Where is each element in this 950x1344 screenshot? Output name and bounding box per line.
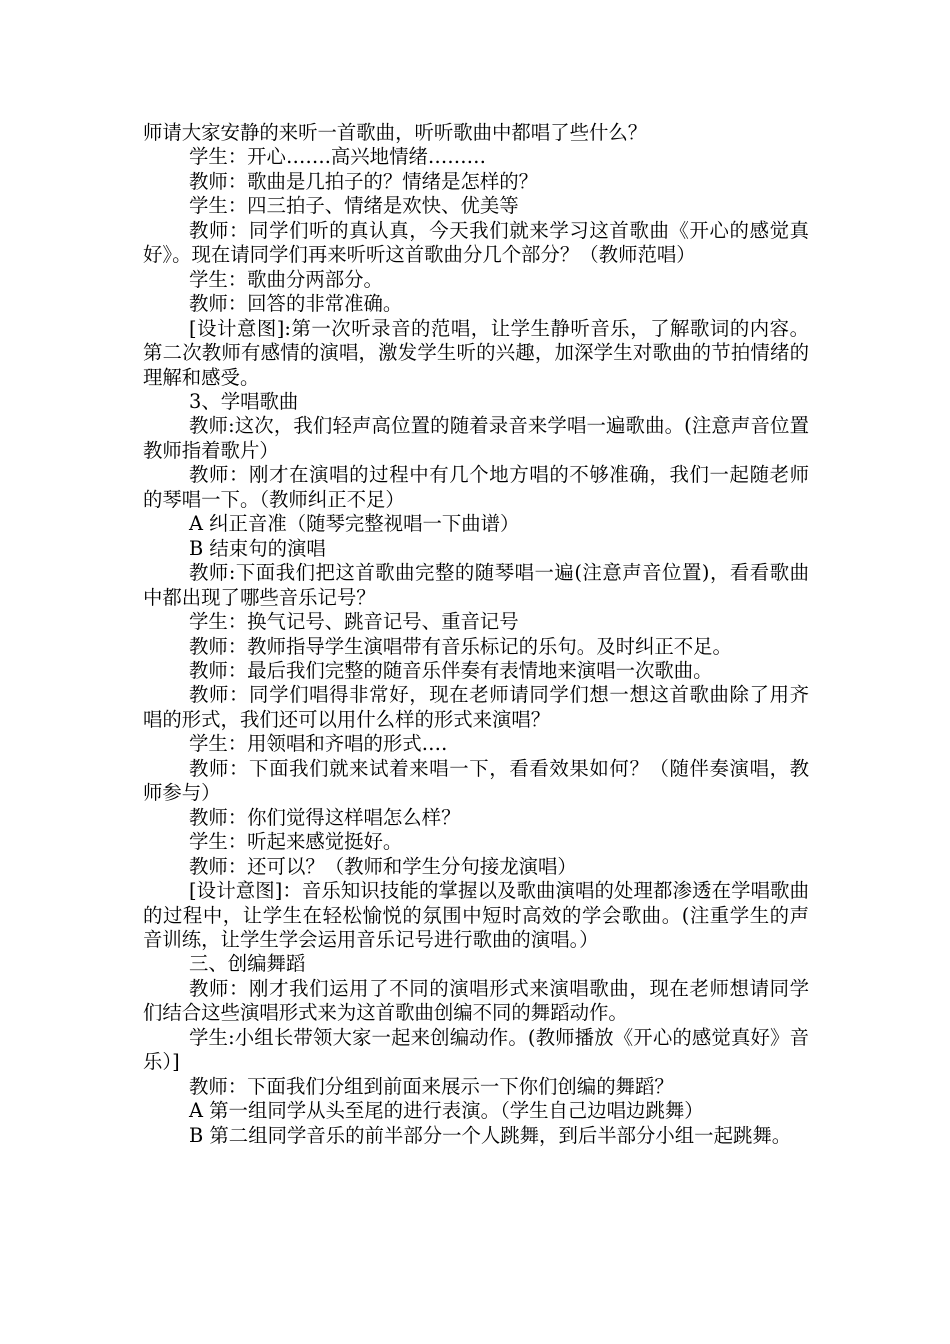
paragraph: [设计意图]:第一次听录音的范唱，让学生静听音乐，了解歌词的内容。第二次教师有感情的演唱，激发学生听的兴趣，加深学生对歌曲的节拍情绪的理解和感受。 — [143, 316, 809, 389]
paragraph: 学生：用领唱和齐唱的形式…. — [189, 732, 448, 756]
paragraph: B 结束句的演唱 — [189, 536, 326, 560]
paragraph: 学生：歌曲分两部分。 — [189, 267, 383, 291]
paragraph: A 第一组同学从头至尾的进行表演。（学生自己边唱边跳舞） — [189, 1099, 704, 1123]
document-page — [143, 121, 809, 1148]
paragraph: 教师：还可以？（教师和学生分句接龙演唱） — [189, 854, 577, 878]
paragraph: 学生：换气记号、跳音记号、重音记号 — [189, 610, 519, 634]
paragraph: 三、创编舞蹈 — [189, 952, 306, 976]
paragraph: 学生:小组长带领大家一起来创编动作。(教师播放《开心的感觉真好》音乐）] — [143, 1025, 809, 1074]
paragraph: 教师：教师指导学生演唱带有音乐标记的乐句。及时纠正不足。 — [189, 634, 732, 658]
paragraph: B 第二组同学音乐的前半部分一个人跳舞，到后半部分小组一起跳舞。 — [189, 1123, 792, 1147]
paragraph: 教师：下面我们就来试着来唱一下，看看效果如何？（随伴奏演唱，教师参与） — [143, 756, 809, 805]
paragraph: 教师：最后我们完整的随音乐伴奏有表情地来演唱一次歌曲。 — [189, 658, 713, 682]
paragraph: 3、学唱歌曲 — [189, 389, 299, 413]
paragraph: 教师：同学们唱得非常好，现在老师请同学们想一想这首歌曲除了用齐唱的形式，我们还可以用什么样的形式来演唱？ — [143, 683, 809, 731]
paragraph: [设计意图]：音乐知识技能的掌握以及歌曲演唱的处理都渗透在学唱歌曲的过程中，让学生在轻松愉悦的氛围中短时高效的学会歌曲。(注重学生的声音训练，让学生学会运用音乐记号进行歌曲的演唱。） — [143, 879, 809, 951]
paragraph: 教师:下面我们把这首歌曲完整的随琴唱一遍(注意声音位置)，看看歌曲中都出现了哪些音乐记号？ — [143, 561, 809, 609]
paragraph: A 纠正音准（随琴完整视唱一下曲谱） — [189, 512, 520, 536]
paragraph: 教师：回答的非常准确。 — [189, 292, 403, 316]
paragraph: 教师：刚才在演唱的过程中有几个地方唱的不够准确，我们一起随老师的琴唱一下。（教师纠正不足） — [143, 463, 809, 511]
paragraph: 教师：同学们听的真认真，今天我们就来学习这首歌曲《开心的感觉真好》。现在请同学们再来听听这首歌曲分几个部分？（教师范唱） — [143, 218, 809, 267]
paragraph: 教师：下面我们分组到前面来展示一下你们创编的舞蹈？ — [189, 1074, 674, 1098]
paragraph: 教师：刚才我们运用了不同的演唱形式来演唱歌曲，现在老师想请同学们结合这些演唱形式来为这首歌曲创编不同的舞蹈动作。 — [143, 976, 809, 1025]
paragraph: 学生：四三拍子、情绪是欢快、优美等 — [189, 194, 519, 218]
paragraph: 学生：开心…….高兴地情绪……… — [189, 145, 487, 169]
paragraph: 教师：你们觉得这样唱怎么样？ — [189, 805, 461, 829]
paragraph: 教师:这次，我们轻声高位置的随着录音来学唱一遍歌曲。(注意声音位置教师指着歌片） — [143, 414, 809, 462]
paragraph: 师请大家安静的来听一首歌曲，听听歌曲中都唱了些什么？ — [143, 121, 648, 144]
paragraph: 教师：歌曲是几拍子的？情绪是怎样的？ — [189, 169, 539, 193]
paragraph: 学生：听起来感觉挺好。 — [189, 830, 403, 854]
